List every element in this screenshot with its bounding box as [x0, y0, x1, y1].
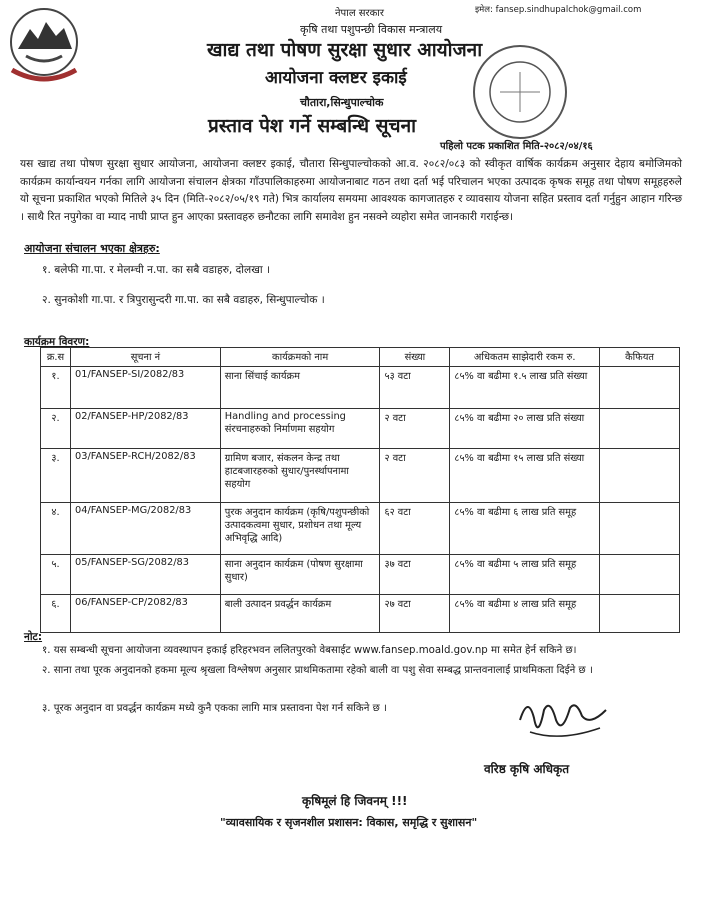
cell-amount: ८५% वा बढीमा २० लाख प्रति संख्या: [450, 409, 600, 449]
table-row: [41, 367, 680, 409]
area-item: १. बलेफी गा.पा. र मेलम्ची न.पा. का सबै वडाहरु, दोलखा ।: [42, 264, 270, 276]
cell-sn: १.: [41, 367, 71, 409]
cell-amount: ८५% वा बढीमा १.५ लाख प्रति संख्या: [450, 367, 600, 409]
cell-amount: ८५% वा बढीमा ६ लाख प्रति समूह: [450, 503, 600, 555]
notes-heading: नोट:: [24, 631, 43, 643]
cell-code: 01/FANSEP-SI/2082/83: [70, 367, 220, 409]
programs-heading: कार्यक्रम विवरण:: [24, 336, 90, 348]
slogan-secondary: "व्यावसायिक र सृजनशील प्रशासन: विकास, समृद्धि र सुशासन": [220, 816, 478, 829]
cell-count: ६२ वटा: [380, 503, 450, 555]
nepal-emblem-icon: [8, 4, 80, 86]
contact-email: इमेल: fansep.sindhupalchok@gmail.com: [475, 5, 642, 15]
areas-heading: आयोजना संचालन भएका क्षेत्रहरु:: [24, 242, 160, 255]
government-name: नेपाल सरकार: [335, 8, 384, 19]
note-item: १. यस सम्बन्धी सूचना आयोजना व्यवस्थापन इकाई हरिहरभवन ललितपुरको वेबसाईट www.fansep.moald.gov.np मा समेत हेर्न सकिने छ।: [42, 645, 577, 656]
cell-remarks: [600, 449, 680, 503]
area-item: २. सुनकोशी गा.पा. र त्रिपुरासुन्दरी गा.पा. का सबै वडाहरु, सिन्धुपाल्चोक ।: [42, 294, 325, 306]
cell-name: साना अनुदान कार्यक्रम (पोषण सुरक्षामा सुधार): [220, 555, 380, 595]
note-item: ३. पूरक अनुदान वा प्रवर्द्धन कार्यक्रम मध्ये कुनै एकका लागि मात्र प्रस्तावना पेश गर्न सकिने छ ।: [42, 703, 387, 714]
cell-sn: ३.: [41, 449, 71, 503]
col-header-name: कार्यक्रमको नाम: [220, 348, 380, 367]
cell-code: 02/FANSEP-HP/2082/83: [70, 409, 220, 449]
cell-count: ३७ वटा: [380, 555, 450, 595]
programs-table: [40, 347, 680, 633]
col-header-sn: क्र.स: [41, 348, 71, 367]
office-stamp-icon: [470, 42, 570, 142]
cell-name: बाली उत्पादन प्रवर्द्धन कार्यक्रम: [220, 595, 380, 633]
cell-name: पुरक अनुदान कार्यक्रम (कृषि/पशुपन्छीको उत्पादकत्वमा सुधार, प्रशोधन तथा मूल्य अभिवृद्धि आदि): [220, 503, 380, 555]
cell-sn: ५.: [41, 555, 71, 595]
table-row: [41, 503, 680, 555]
ministry-name: कृषि तथा पशुपन्छी विकास मन्त्रालय: [300, 23, 443, 36]
col-header-amount: अधिकतम साझेदारी रकम रु.: [450, 348, 600, 367]
signatory-title: वरिष्ठ कृषि अधिकृत: [484, 762, 570, 776]
location-title: चौतारा,सिन्धुपाल्चोक: [300, 96, 384, 109]
cell-name: ग्रामिण बजार, संकलन केन्द्र तथा हाटबजारहरुको सुधार/पुनर्स्थापनामा सहयोग: [220, 449, 380, 503]
cell-code: 04/FANSEP-MG/2082/83: [70, 503, 220, 555]
cell-remarks: [600, 595, 680, 633]
note-item: २. साना तथा पूरक अनुदानको हकमा मूल्य श्रृखला विश्लेषण अनुसार प्राथमिकतामा रहेको बाली वा पशु सेवा सम्बद्ध प्रान्तवनालाई प्राथमिकता दिईने छ ।: [42, 665, 593, 676]
table-row: [41, 595, 680, 633]
project-title: खाद्य तथा पोषण सुरक्षा सुधार आयोजना: [207, 39, 483, 61]
cell-remarks: [600, 367, 680, 409]
cell-remarks: [600, 409, 680, 449]
cell-remarks: [600, 503, 680, 555]
table-row: [41, 409, 680, 449]
cell-name: Handling and processing संरचनाहरुको निर्माणमा सहयोग: [220, 409, 380, 449]
cell-amount: ८५% वा बढीमा ४ लाख प्रति समूह: [450, 595, 600, 633]
cell-count: २७ वटा: [380, 595, 450, 633]
cell-code: 03/FANSEP-RCH/2082/83: [70, 449, 220, 503]
col-header-count: संख्या: [380, 348, 450, 367]
cell-count: २ वटा: [380, 409, 450, 449]
cell-amount: ८५% वा बढीमा १५ लाख प्रति संख्या: [450, 449, 600, 503]
cell-sn: २.: [41, 409, 71, 449]
intro-paragraph: यस खाद्य तथा पोषण सुरक्षा सुधार आयोजना, आयोजना क्लष्टर इकाई, चौतारा सिन्धुपाल्चोकको आ.व. २०८२/०८३ को स्वीकृत वार्षिक कार्यक्रम अनुसार देहाय बमोजिमको कार्यक्रम कार्यान्वयन गर्नका लागि आयोजना संचालन क्षेत्रका गाँउपालिकाहरुमा आयोजनाबाट गठन तथा दर्ता भई परिचालन भएका उत्पादक कृषक समूह तथा पोषण समूहहरुले यो सूचना प्रकाशित भएको मितिले ३५ दिन (मिति-२०८२/०५/१९ गते) भित्र कार्यालय समयमा आवश्यक कागजातहरु र व्यावसाय योजना सहित प्रस्ताव दर्ता गर्नुहुन आहान गरिन्छ । साथै रित नपुगेका वा म्याद नाघी प्राप्त हुन आएका प्रस्तावहरु छनौटका लागि समावेश हुन नसक्ने व्यहोरा समेत जानकारी गराईन्छ।: [20, 158, 682, 223]
signature-icon: [510, 690, 620, 748]
table-row: [41, 555, 680, 595]
col-header-code: सूचना नं: [70, 348, 220, 367]
cell-count: २ वटा: [380, 449, 450, 503]
published-date: पहिलो पटक प्रकाशित मिति-२०८२/०४/१६: [440, 141, 593, 152]
cell-sn: ६.: [41, 595, 71, 633]
cell-sn: ४.: [41, 503, 71, 555]
unit-title: आयोजना क्लष्टर इकाई: [265, 68, 407, 88]
cell-code: 05/FANSEP-SG/2082/83: [70, 555, 220, 595]
table-row: [41, 449, 680, 503]
cell-code: 06/FANSEP-CP/2082/83: [70, 595, 220, 633]
cell-count: ५३ वटा: [380, 367, 450, 409]
cell-amount: ८५% वा बढीमा ५ लाख प्रति समूह: [450, 555, 600, 595]
notice-title: प्रस्ताव पेश गर्ने सम्बन्धि सूचना: [208, 115, 417, 137]
cell-name: साना सिंचाई कार्यक्रम: [220, 367, 380, 409]
table-header-row: [41, 348, 680, 367]
cell-remarks: [600, 555, 680, 595]
slogan-primary: कृषिमूलं हि जिवनम् !!!: [302, 794, 408, 808]
col-header-remarks: कैफियत: [600, 348, 680, 367]
